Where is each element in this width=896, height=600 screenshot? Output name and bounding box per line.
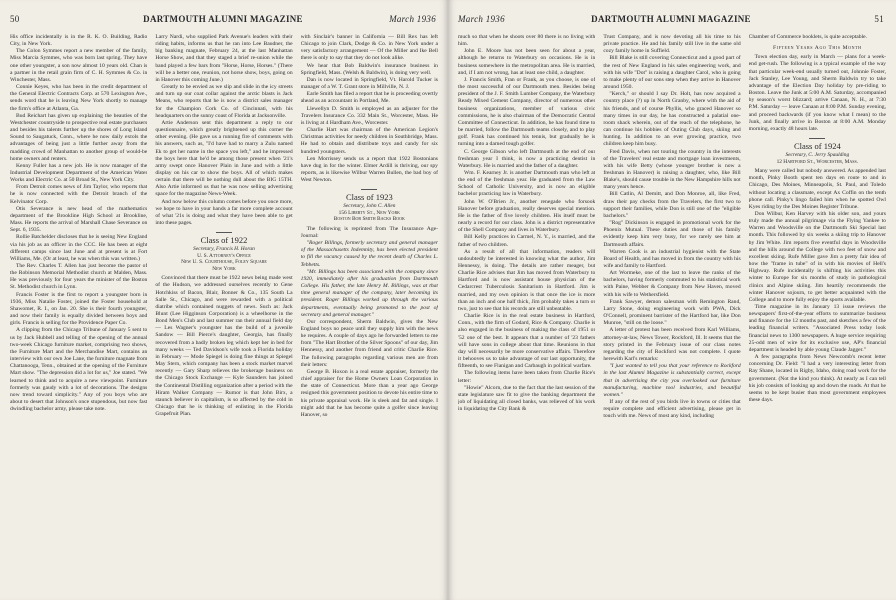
paragraph: "Roger Billings, formerly secretary and general manager of the Massachusetts Indemnity, has been elected president to fill the vacancy caused by the recent death of Charles L. Tebbetts. xyxy=(300,240,438,268)
paragraph: Chamber of Commerce booklets, is quite acceptable. xyxy=(748,34,868,40)
class-address: New U. S. Courthouse, Foley Square xyxy=(181,259,267,266)
paragraph: Llewellyn D. Smith is employed as an adjuster for the Travelers Insurance Co. 332 Main St., Worcester, Mass. He is living at 4 Hardham Ave., Worcester. xyxy=(300,105,438,126)
paragraph: Warren Cook is an industrial hygienist with the State Board of Health, and has moved in from the country with his wife and family to Hartford. xyxy=(603,248,741,269)
paragraph: A clipping from the Chicago Tribune of January 5 sent to us by Jack Hubbell and telling of the opening of the annual two-week Chicago furniture market, comprising two shows, the Furniture Mart and the Merchandise Mart, contains an interview with our own Joe Lane, the furniture magnate from Chattanooga, Tenn., obtained at the opening of the Furniture Mart show. "The depression did a lot for us," Joe stated. "We learned to think and to acquire a new viewpoint. Furniture formerly was gaudy with a lot of decorations. The designs now trend toward simplicity." Any of you boys who are about to desert that Johnson's once stupendous, but now fast dwindling bachelor army, please take note. xyxy=(10,327,148,413)
paragraph: If any of the rest of you birds live in towns or cities that require complete and efficient advertising, please get in touch with me. News of most any kind, including xyxy=(603,398,741,420)
column-3 xyxy=(749,34,886,594)
page-header xyxy=(10,14,436,26)
paragraph: Our correspondent, Sherm Baldwin, gives the New England boys no peace until they supply him with the news he requires. A couple of days ago he forwarded letters to me from "The Hart Brother of the Silver Spoons" of our day, Jim Hennessy, and another from friend and critic Charlie Rice. The following paragraphs regarding various men are from their letters: xyxy=(300,318,438,368)
paragraph: John W. O'Brien Jr., another renegade who forsook Hanover before graduation, really deserves special mention. He is the father of five lovely children. His itself must be nearly a record for our class. John is a district representative of the Shell Company and lives in Waterbury. xyxy=(458,198,596,234)
paragraph: "Rog" Dickinson is engaged in promotional work for the Phoenix Mutual. These duties and those of his family evidently keep him very busy, for we rarely see him at Dartmouth affairs. xyxy=(603,220,741,248)
paragraph: Charlie Hart was chairman of the American Legion's Christmas activities for needy children in Southbridge, Mass. He had to obtain and distribute toys and candy for six hundred youngsters. xyxy=(300,127,438,155)
paragraph: Bill Blake is still covering Connecticut and a good part of the rest of New England in his sales engineering work, and with his wife "Dot" is raising a daughter Carol, who is going to make plenty of our sons step when they arrive in Hanover around 1950. xyxy=(603,55,741,91)
paragraph: We hear that Bob Baldwin's insurance business in Springfield, Mass. (Welsh & Baldwin), is doing very well. xyxy=(300,62,438,76)
class-title: Class of 1922 xyxy=(200,235,248,246)
paragraph: "I just wanted to tell you that your reference to Rockford in the last Alumni Magazine is substantially correct, except that in advertising the city you overlooked our furniture manufacturing, machine tool industries, and beautiful women." xyxy=(603,363,741,398)
paragraph: The Colon Symmes report a new member of the family, Miss Marcia Symmes, who was born last spring. They have one other youngster, a son now almost 10 years old. Chan is a partner in the retail grain firm of C. H. Symmes & Co. in Winchester, Mass. xyxy=(10,48,148,83)
class-1923-heading xyxy=(301,189,438,223)
paragraph: C. George Gibson who left Dartmouth at the end of our freshman year I think, is now a practicing dentist in Waterbury. He is married and the father of a daughter. xyxy=(458,148,596,169)
paragraph: Earle Smith has filed a report that he is proceeding overtly ahead as an accountant in Portland, Me. xyxy=(300,91,438,105)
right-page xyxy=(448,0,896,600)
divider xyxy=(809,138,825,139)
class-address: New York xyxy=(212,265,236,272)
paragraph: Trust Company, and is now devoting all his time to his private practice. He and his family still live in the same old cozy family home in Suffield. xyxy=(603,34,741,55)
paragraph: A letter of protest has been received from Karl Williams, attorney-at-law, News Tower, Rockford, Ill. It seems that the story printed in the February issue of our class notes regarding the city of Rockford was not complete. I quote herewith Karl's remarks: xyxy=(603,327,741,363)
paragraph: The Rev. Charles T. Allen has just become the pastor of the Robinson Memorial Methodist church at Malden, Mass. He was previously for four years the minister of the Boston St. Methodist church in Lynn. xyxy=(10,263,148,291)
text-columns xyxy=(10,34,438,594)
paragraph: Convinced that there must be 1922 news being made west of the Hudson, we addressed ourselves recently to Gene Hotchkiss of Bacon, Blair, Bonner & Co., 135 South La Salle St., Chicago, and were rewarded with a political diatribe which contained nuggets of news. Such as: Jack Blunt (Lee Higginson Corporation) is a wheelhorse in the Bond Men's Club and last summer ran their annual field day — Les Wagner's youngster has the build of a juvenile Sandow — Bill Pierce's daughter, Georgia, has finally recovered from a badly broken leg which kept her in bed for many weeks — Ted Davidson's wife took a Florida holiday in February — Mode Spiegel is doing fine things at Spiegel May Stern, which company has been a stock market marvel recently — Gary Sharp relieves the brokerage business on the Chicago Stock Exchange — Kyle Saunders has joined the Continental Distilling organization after a period with the Hiram Walker Company — Rumor is that John Birx, a staunch believer in capitalism, is so affected by the cold in Chicago that he is thinking of enlisting in the Florida Grapefruit Plan. xyxy=(155,275,293,418)
paragraph: From Detroit comes news of Jim Taylor, who reports that he is now connected with the Detroit branch of the Kelvinator Corp. xyxy=(10,184,148,205)
paragraph: Time magazine in its January 13 issue reviews the newspapers' first-of-the-year efforts to summarize business and finance for the 12 months past, and sketches a few of the leading financial writers. "Associated Press today look financial news to 1300 newspapers. A huge service requiring 25-odd men of wire for its exclusive use, AP's financial department is headed by able young Claude Jagger." xyxy=(748,304,886,353)
paragraph: The following is reprinted from The Insurance Age-Journal: xyxy=(300,225,438,239)
column-2 xyxy=(155,34,292,594)
paragraph: Greatly to be envied as we slip and slide in the icy streets and turn up our coat collar against the arctic blasts is Jack Means, who reports that he is now a district sales manager for the Champion Cork Co. of Cincinnati, with his headquarters on the sunny coast of Florida at Jacksonville. xyxy=(155,84,293,119)
divider xyxy=(216,232,232,233)
class-address: Boston Bob Smith Backs Book xyxy=(333,216,405,223)
paragraph: Don Wilbur, Ken Harvey with his older son, and yours truly made the annual pilgrimage via the Flying Yankee to Warren and Woodsville on the Dartmouth Ski Special last month. This followed by six weeks a skiing trip to Hanover by Jim White. Jim reports five eventful days in Woodsville and the hills around the College with two feet of snow and excellent skiing. Rufe Miller gave Jim a pretty fair idea of how the "frame in tube" of in with his movies of Hell's Highway. Rufe incidentally is shifting his activities this winter to Europe for six months of study in pathological clinics and Alpine skiing. Jim heartily recommends the winter Hanover sojourn, to get better acquainted with the College and to more fully enjoy the sports available. xyxy=(748,210,886,303)
class-address: U. S. Attorney's Office xyxy=(197,252,251,259)
paragraph: with Sinclair's banner in California — Bill Rex has left Chicago to join Clark, Dodge & Co. in New York under a very satisfactory arrangement — Of the Miller and Ike Bell there is only to say that they do not look alike. xyxy=(300,34,438,62)
paragraph: Dan is now located in Springfield, Vt. Harold Tucker is manager of a W. T. Grant store in Millville, N. J. xyxy=(300,76,438,91)
column-3 xyxy=(301,34,438,594)
paragraph: much so that when he shoots over 80 there is no living with him. xyxy=(458,34,596,48)
paragraph: George B. Hoxon is a real estate appraiser, formerly the chief appraiser for the Home Owners Loan Corporation in the state of Connecticut. More than a year ago George resigned this government position to devote his entire time to his private appraisal work. He is sleek and fat and single. I might add that he has become quite a golfer since leaving Hanover, so xyxy=(300,368,438,418)
paragraph: His office incidentally is in the R. K. O. Building, Radio City, in New York. xyxy=(10,34,148,48)
magazine-title: DARTMOUTH ALUMNI MAGAZINE xyxy=(591,14,751,24)
paragraph: Bill Kelly practices in Carmel, N. Y., is married, and the father of two children. xyxy=(458,234,596,248)
paragraph: Bud Reichart has given up explaining the beauties of the Westchester countryside to prospective real estate purchasers and besides his talents further up the shores of Long Island Sound to Saugatuck, Conn., where he now daily extols the advantages of being just a little further away from the madding crowd of Manhattan to another group of would-be home owners and renters. xyxy=(10,112,148,162)
class-secretary: Secretary, C. Jerry Spaulding xyxy=(785,152,850,159)
class-address: 156 Liberty St., New York xyxy=(338,209,400,216)
paragraph: Wm. F. Kearney Jr. is another Dartmouth man who left at the end of the freshman year. He graduated from the Law School of Catholic University, and is now an eligible bachelor practicing law in Waterbury. xyxy=(458,169,596,198)
issue-date: March 1936 xyxy=(389,14,436,24)
paragraph: "Kerch," or should I say Dr. Holt, has now acquired a country place (?) up in North Granby, where with the aid of his friends, and of course Phyllis, who graced Hanover so many times in our day, he has constructed a palatial one-room shack wherein, out of the reach of the telephone, he can continue his hobbies of Outing Club days, skiing and hunting. In addition to an ever growing practice, two children keep him busy. xyxy=(603,91,741,148)
paragraph: Fred Davis, when not touring the country in the interests of the Travelers' real estate and mortgage loan investments, with his wife Betty (whose younger brother is now a freshman in Hanover) is raising a daughter, who, like Bill Blake's, should cause trouble in the New Hampshire hills not many years hence. xyxy=(603,148,741,191)
issue-date: March 1936 xyxy=(458,14,505,24)
paragraph: As a result of all that information, readers will undoubtedly be interested in knowing what the author, Jim Hennessy, is doing. The details are rather meager, but Charlie Rice advises that Jim has moved from Waterbury to Hartford and is now assistant house physician of the Cedarcrest Tuberculosis Sanitarium in Hartford. Jim is married, and my own opinion is that once the ice is more than an inch and one half thick, Jim probably takes a turn or two, just to see that his records are still unbeatable. xyxy=(458,248,596,312)
class-address: 12 Hartford St., Worcester, Mass. xyxy=(776,158,859,165)
paragraph: "Howie" Alcorn, due to the fact that the last session of the state legislature saw fit to give the banking department the job of liquidating all closed banks, was relieved of his work in liquidating the City Bank & xyxy=(458,384,596,413)
paragraph: The following items have been taken from Charlie Rice's letter: xyxy=(458,370,596,384)
divider xyxy=(361,189,377,190)
paragraph: Frank Sawyer, demon salesman with Remington Rand, Larry Stone, doing engineering work with PWA, Dick O'Connell, prominent barrister of the Hartford bar, like Don Munroe, "still on the loose." xyxy=(603,298,741,327)
paragraph: Town election day, early in March — plans for a week-end get-rush. The following is a typical example of the way that particular week-end usually turned out, Johnnie Foster, Jack Stanley, Lee Young, and Sherm Baldwin try to take advantage of the Election Day holiday by pre-riding to Boston. Leave the Junk at 5:00 A.M. Saturday, accompanied by season's worst blizzard; arrive Canaan, N. H., at 7:30 P.M. Saturday — leave Canaan at 8:00 P.M. Sunday evening, and proceed backwards (if you know what I mean) to the Junk, and finally arrive in Boston at 8:00 A.M. Monday morning, exactly 48 hours late. xyxy=(748,54,886,132)
paragraph: Larry Nardi, who supplied Park Avenue's leaders with their riding habits, informs us that he ran into Lee Baudner, the big banking magnate, February 24, at the last Manhattan Horse Show, and that they staged a brief re-union while the band played a few bars from "Horse, Horse, Horses." (There will be a better one, reunion, not horse show, boys, going on in Hanover this coming June.) xyxy=(155,34,293,83)
paragraph: J. Francis Smith, Fran or Frank, as you choose, is one of the most successful of our Dartmouth men. Besides being president of the J. F. Smith Lumber Company, the Waterbury Ready Mixed Cement Company, director of numerous other business organizations, member of various civic commissions, he is also chairman of the Democratic Central Committee of Connecticut. In addition, he has found time to be married, follow the Dartmouth teams closely, and to play golf. Frank has continued his tennis, but gradually he is turning into a darned tough golfer. xyxy=(458,76,596,148)
paragraph: Many were called but nobody answered. As appended last month, Pinky Booth spent ten days en route to and in Chicago, Des Moines, Minneapolis, St. Paul, and Toledo without locating a classmate, except Ax Coffin on the tenth phone call. Pinky's lingo failed him when he spotted Owl Kyes riding by the Des Moines Register Tribune. xyxy=(748,168,886,210)
paragraph: Bill Catlin, Al Demitt, and Don Monroe, all, like Fred, draw their pay checks from the Travelers, the first two to support their families, while Don is still one of the "eligible bachelors." xyxy=(603,191,741,219)
text-columns xyxy=(458,34,886,594)
page-number: 51 xyxy=(874,14,884,24)
class-title: Class of 1923 xyxy=(345,192,393,203)
paragraph: Rollie Batchelder discloses that he is seeing New England via his job as an officer in the CCC. He has been at eight different camps since last June and at present is at Fort Williams, Me. (Or at least, he was when this was written.) xyxy=(10,234,148,262)
column-1 xyxy=(458,34,595,594)
page-header xyxy=(458,14,884,26)
paragraph: And now below this column comes before you once more, we hope to have in your hands a far more complete account of what '21s is doing and what they have been able to get into these pages. xyxy=(155,198,293,227)
paragraph: Charlie Rice is in the real estate business in Hartford, Conn., with the firm of Godard, Rice & Company. Charlie is also engaged in the business of making the class of 1951 or '52 one of the best. It appears that a number of '23 fathers will have sons in college about that time. Reunions in that day will necessarily be more conservative affairs. Therefore it behooves us to take advantage of our last opportunity, the fifteenth, to see Flanigan and Carbaugh in political warfare. xyxy=(458,313,596,370)
paragraph: A few paragraphs from News Newcomb's recent letter concerning Dr. Field: "I had a very interesting letter from Ray Shane, located in Rigby, Idaho, doing road work for the government. (Not the kind you think). At nearly as I can tell his job consists of looking up and down the roads. At that he seems to be kept busier than most government employees these days. xyxy=(748,354,886,404)
paragraph: Artie Anderson sent this department a reply to our questionnaire, which greatly brightened up this corner the other evening. (He gave us a running fire of comments with his answers, such as, "I'd have had to marry a Zulu named Ek to get her name in the space you left," and he impressed the boys here that he'd be among those present when '21's army swept once Hanover Plain in June and with a little display on his car to show the boys. All of which makes certain that there will be nothing dull about the BIG 15TH. Also Artie informed us that he was now selling advertising space for the magazine News-Week. xyxy=(155,119,293,198)
paragraph: "Mr. Billings has been associated with the company since 1920, immediately after his graduation from Dartmouth College. His father, the late Henry M. Billings, was at that time general manager of the company, later becoming its president. Roger Billings worked up through the various departments, eventually being promoted to the post of secretary and general manager." xyxy=(300,268,438,318)
column-1 xyxy=(10,34,147,594)
paragraph: Kenny Fuller has a new job. He is now manager of the Industrial Development Department of the American Water Works and Electric Co. at 50 Broad St., New York City. xyxy=(10,162,148,184)
class-1922-heading xyxy=(155,232,292,272)
class-1924-heading xyxy=(749,138,886,165)
page-number: 50 xyxy=(10,14,20,24)
paragraph: Art Wormeke, one of the last to leave the ranks of the bachelors, having formerly commuted to his statistical work with Paine, Webber & Company from New Haven, moved with his wife to Wethersfield. xyxy=(603,270,741,298)
class-secretary: Secretary, Francis H. Horan xyxy=(193,246,255,253)
paragraph: Francis Foster is the first to report a youngster born in 1936, Miss Natalie Foster, joined the Foster household at Shawomet, R. I., on Jan. 20. She is their fourth youngster, and now their family is equally divided between boys and girls. Francis is selling for the Providence Paper Co. xyxy=(10,291,148,327)
class-title: Class of 1924 xyxy=(793,141,841,152)
magazine-title: DARTMOUTH ALUMNI MAGAZINE xyxy=(143,14,303,24)
paragraph: Otis Severance is new head of the mathematics department of the Brookline High School at Brookline, Mass. He reports the arrival of Marshall Chase Severance on Sept. 6, 1935. xyxy=(10,205,148,234)
paragraph: John E. Moore has not been seen for about a year, although he returns to Waterbury on occasions. He is in business somewhere in the metropolitan area. He is married, and, if I am not wrong, has at least one child, a daughter. xyxy=(458,48,596,76)
paragraph: Len Morrissey sends us a report that 1922 Bostonians have dug in for the winter. Elmer Ardill is thriving, our spy reports, as is likewise Wilbur Warren Bullen, the bad boy of West Newton. xyxy=(300,155,438,184)
column-2 xyxy=(603,34,740,594)
class-secretary: Secretary, John C. Allen xyxy=(343,203,396,210)
paragraph: Connie Keyes, who has been in the credit department of the General Electric Contracts Corp. at 570 Lexington Ave., sends word that he is leaving New York shortly to manage the firm's office at Atlanta, Ga. xyxy=(10,84,148,112)
section-subheading: Fifteen Years Ago This Month xyxy=(772,45,862,52)
